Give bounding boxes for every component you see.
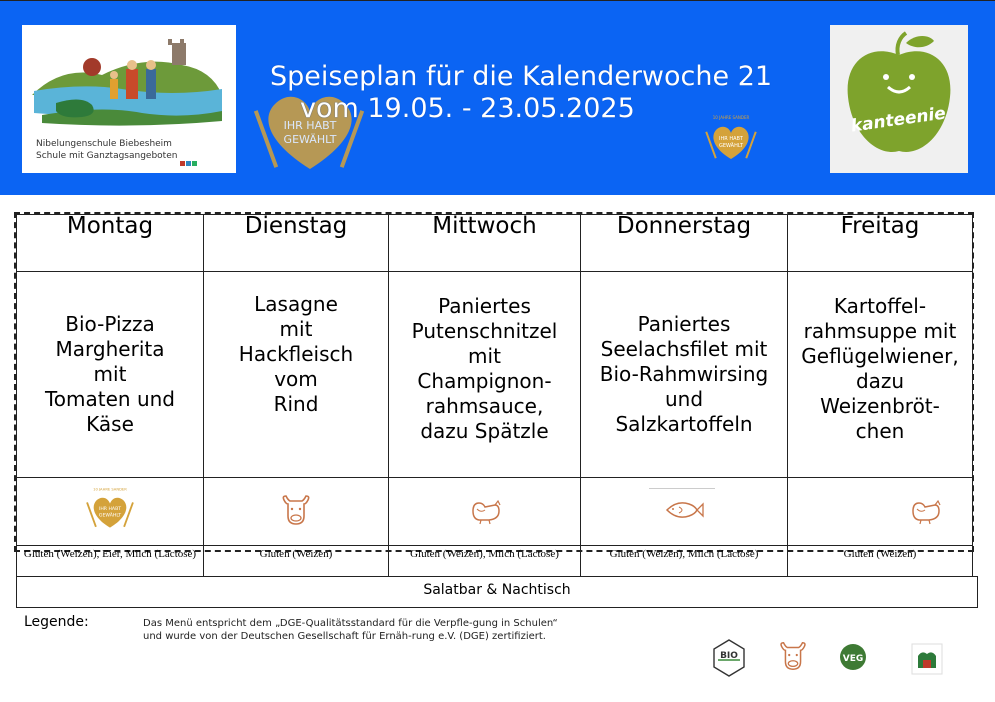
award-text-line1: IHR HABT [283,119,337,132]
dish-line: Bio-Pizza [65,312,155,336]
dish-line: Weizenbröt- [820,394,940,418]
legend-text: Das Menü entspricht dem „DGE-Qualitätsstandard für die Verpfle-gung in Schulen“ und wurde von der Deutschen Gesellschaft für Ernäh-rung e.V. (DGE) zertifiziert. [143,618,558,642]
day-label: Montag [66,214,154,239]
icon-cell-mittwoch [389,478,581,546]
school-illustration-icon [22,25,236,135]
allergen-freitag: Gluten (Weizen) [788,546,973,577]
day-header-freitag [788,215,973,272]
dish-line: und [664,387,704,411]
award-icon-line1: IHR HABT [98,506,122,512]
dish-line: mit [468,344,501,368]
day-label: Dienstag [244,214,348,239]
bio-icon [712,638,746,678]
chicken-icon [467,495,503,525]
veg-icon-label: VEG [842,654,864,664]
award-icon [85,485,135,535]
award-badge-small-icon [704,113,758,167]
day-header-montag [17,215,204,272]
award-icon-top-text: 10 JAHRE SANDER [93,487,127,492]
dish-line: dazu [855,369,905,393]
dish-line: Margherita [55,337,165,361]
icon-cell-dienstag [204,478,389,546]
icon-cell-montag [17,478,204,546]
allergen-donnerstag: Gluten (Weizen), Milch (Lactose) [581,546,788,577]
day-label: Donnerstag [616,214,752,239]
dish-line: Hackfleisch [238,342,354,366]
day-header-mittwoch [389,215,581,272]
dish-line: rahmsauce, [425,394,544,418]
cow-icon [278,492,314,528]
award-small-line1: IHR HABT [719,136,743,142]
dish-line: Lasagne [254,292,338,316]
allergen-dienstag: Gluten (Weizen) [204,546,389,577]
header-banner [0,0,995,195]
dish-dienstag [204,272,389,478]
icon-row [17,478,973,546]
apple-icon [830,25,968,173]
dish-line: Kartoffel- [833,294,927,318]
school-name-line1: Nibelungenschule Biebesheim [36,139,172,149]
award-small-line2: GEWÄHLT [718,143,744,149]
dish-line: chen [855,419,905,443]
bio-icon-label: BIO [720,651,738,661]
dish-line: Salzkartoffeln [615,412,753,436]
award-text-line2: GEWÄHLT [283,133,337,146]
dish-line: mit [93,362,127,386]
allergen-montag: Gluten (Weizen), Eier, Milch (Lactose) [17,546,204,577]
dish-line: Putenschnitzel [411,319,558,343]
day-label: Mittwoch [432,214,537,239]
dge-icon [910,642,944,676]
legend-label: Legende: [24,614,89,630]
dish-line: Geflügelwiener, [801,344,959,368]
dish-line: mit [279,317,313,341]
fish-icon [663,498,705,522]
title-line2: vom 19.05. - 23.05.2025 [300,93,635,124]
dish-line: Champignon- [417,369,552,393]
award-small-top-text: 10 JAHRE SANDER [712,115,750,120]
dish-montag [17,272,204,478]
dish-line: Tomaten und [44,387,176,411]
menu-table-frame [14,212,974,560]
icon-cell-freitag [788,478,973,546]
dish-mittwoch [389,272,581,478]
divider [649,488,715,489]
dish-donnerstag [581,272,788,478]
day-header-row [17,215,973,272]
menu-table [16,214,973,577]
school-color-squares [180,151,198,170]
award-icon-line2: GEWÄHLT [98,512,122,518]
chicken-icon [907,495,943,525]
dish-line: Paniertes [637,312,731,336]
day-label: Freitag [840,214,920,239]
dish-line: dazu Spätzle [420,419,549,443]
salatbar-box: Salatbar & Nachtisch [16,576,978,608]
dish-freitag [788,272,973,478]
day-header-dienstag [204,215,389,272]
dish-line: Seelachsfilet mit [600,337,768,361]
allergen-mittwoch: Gluten (Weizen), Milch (Lactose) [389,546,581,577]
dish-row [17,272,973,478]
dish-line: Paniertes [438,294,531,318]
kanteenie-logo [830,25,968,173]
veg-icon [838,642,868,672]
dish-line: vom [274,367,318,391]
title-line1: Speiseplan für die Kalenderwoche 21 [270,61,773,92]
page-title [270,61,772,125]
dish-line: Bio-Rahmwirsing [599,362,769,386]
dish-line: Rind [273,392,319,416]
dish-line: Käse [86,412,134,436]
icon-cell-donnerstag [581,478,788,546]
dish-line: rahmsuppe mit [803,319,957,343]
allergen-row [17,546,973,577]
school-name [36,138,177,162]
kanteenie-text: kanteenie [849,103,947,137]
school-logo [22,25,236,173]
day-header-donnerstag [581,215,788,272]
school-name-line2: Schule mit Ganztagsangeboten [36,151,178,161]
cow-icon [776,638,810,674]
